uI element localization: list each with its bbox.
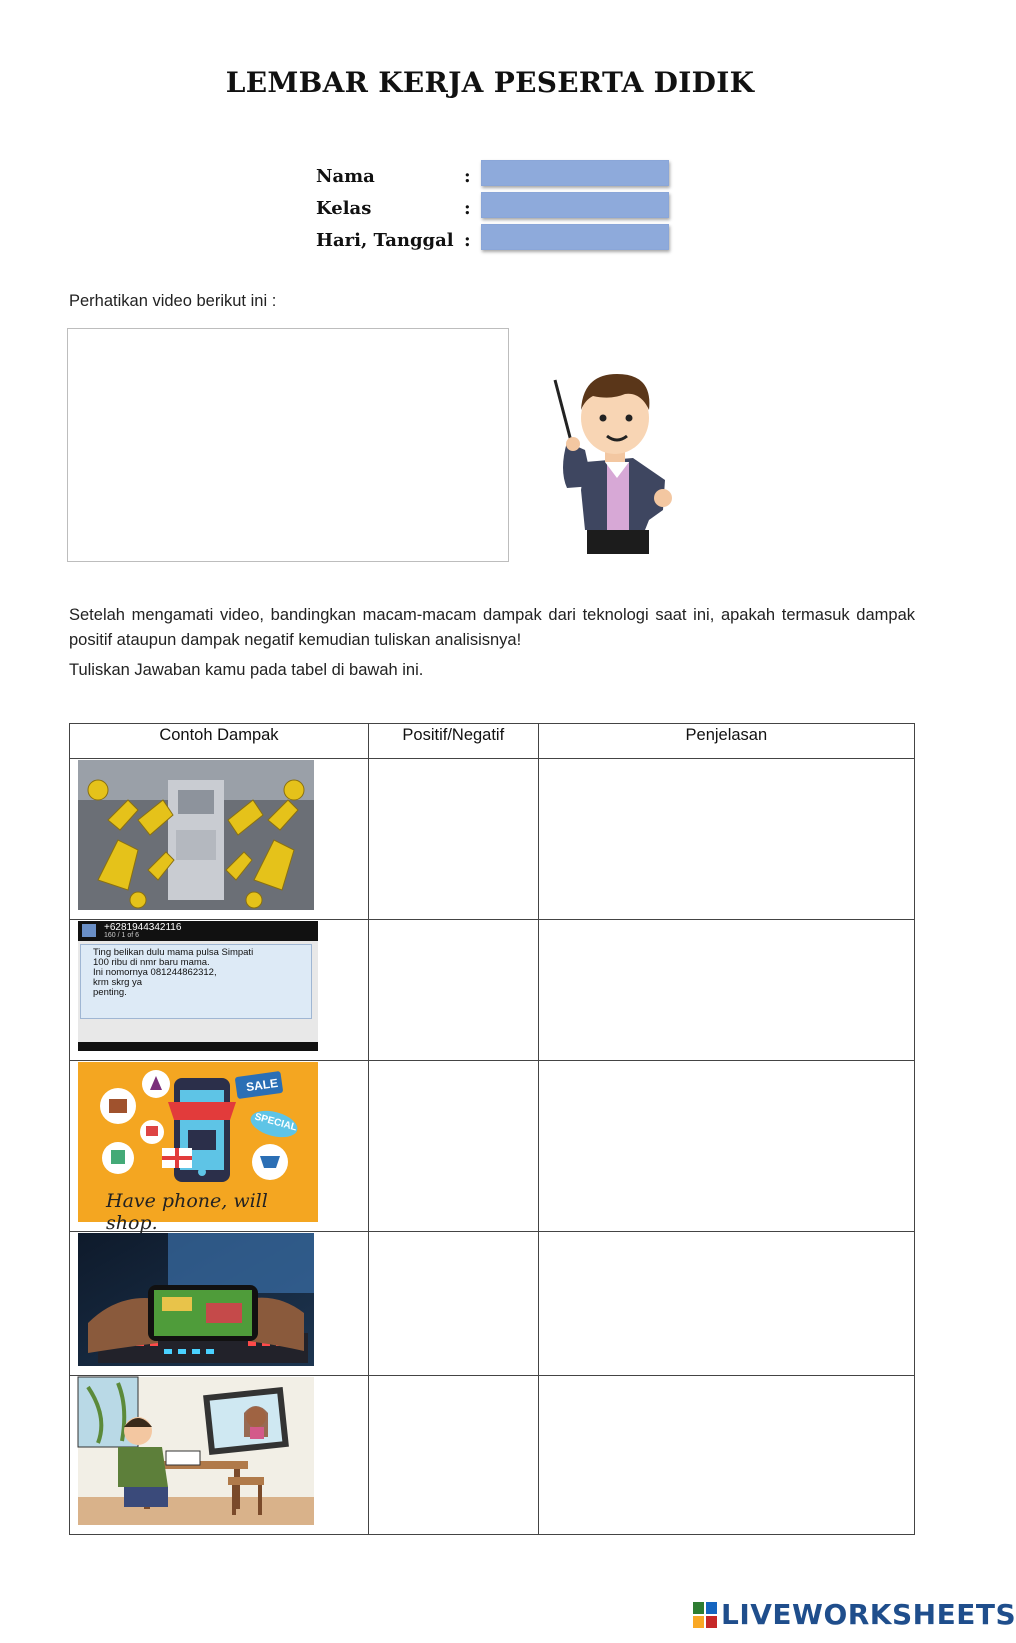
class-label: Kelas [316,198,372,219]
table-row [70,920,915,1061]
online-learning-image [78,1377,314,1525]
sms-bubble [80,944,312,1019]
explanation-input[interactable] [539,1061,918,1231]
date-field[interactable] [481,224,669,250]
video-prompt: Perhatikan video berikut ini : [69,292,277,310]
sale-tag: SALE [245,1075,279,1095]
table-row [70,1232,915,1376]
explanation-cell[interactable] [538,920,914,1061]
brand-name: LIVEWORKSHEETS [721,1598,1016,1631]
posneg-cell[interactable] [368,1232,538,1376]
explanation-input[interactable] [539,1376,918,1534]
sms-line: Ting belikan dulu mama pulsa Simpati [93,947,254,958]
online-shopping-image [78,1062,318,1234]
instruction-paragraph: Setelah mengamati video, bandingkan macam-macam dampak dari teknologi saat ini, apakah termasuk dampak positif ataupun dampak negatif kemudian tuliskan analisisnya! [69,606,915,649]
explanation-input[interactable] [539,759,918,919]
posneg-cell[interactable] [368,1061,538,1232]
liveworksheets-logo [693,1598,1016,1631]
example-cell [70,1232,369,1376]
sms-line: Ini nomornya 081244862312, [93,967,217,978]
sms-line: penting. [93,987,127,998]
name-colon: : [464,166,471,187]
answer-note: Tuliskan Jawaban kamu pada tabel di bawah ini. [69,661,424,679]
posneg-cell[interactable] [368,920,538,1061]
explanation-cell[interactable] [538,1232,914,1376]
sms-input-bar [78,1042,318,1051]
worksheet-title: LEMBAR KERJA PESERTA DIDIK [225,66,755,99]
shop-caption: Have phone, will shop. [106,1190,268,1234]
date-colon: : [464,230,471,251]
teacher-illustration [545,370,685,570]
explanation-cell[interactable] [538,759,914,920]
posneg-cell[interactable] [368,759,538,920]
table-row [70,1376,915,1535]
impact-table [69,723,915,1535]
name-label: Nama [316,166,375,187]
sms-screenshot [78,921,318,1051]
example-cell [70,759,369,920]
example-cell [70,920,369,1061]
explanation-input[interactable] [539,1232,918,1375]
posneg-cell[interactable] [368,1376,538,1535]
posneg-input[interactable] [369,1232,542,1375]
class-field[interactable] [481,192,669,218]
name-field[interactable] [481,160,669,186]
liveworksheets-logo-icon [693,1602,717,1628]
posneg-input[interactable] [369,1061,542,1231]
sms-header [78,921,318,941]
mobile-gaming-image [78,1233,314,1366]
table-header-row [70,724,915,759]
explanation-input[interactable] [539,920,918,1060]
header-explanation: Penjelasan [538,724,914,759]
sms-number: +6281944342116 [104,922,182,933]
example-cell [70,1061,369,1232]
header-example: Contoh Dampak [70,724,369,759]
factory-robots-image [78,760,314,910]
posneg-input[interactable] [369,920,542,1060]
sms-counter: 160 / 1 of 6 [104,932,140,939]
table-row [70,759,915,920]
header-positive-negative: Positif/Negatif [368,724,538,759]
date-label: Hari, Tanggal [316,230,454,251]
example-cell [70,1376,369,1535]
video-player[interactable] [67,328,509,562]
table-row [70,1061,915,1232]
posneg-input[interactable] [369,759,542,919]
class-colon: : [464,198,471,219]
contact-avatar-icon [82,924,96,937]
special-tag: SPECIAL [253,1111,299,1134]
sms-line: krm skrg ya [93,977,143,988]
explanation-cell[interactable] [538,1376,914,1535]
posneg-input[interactable] [369,1376,542,1534]
explanation-cell[interactable] [538,1061,914,1232]
sms-line: 100 ribu di nmr baru mama. [93,957,210,968]
